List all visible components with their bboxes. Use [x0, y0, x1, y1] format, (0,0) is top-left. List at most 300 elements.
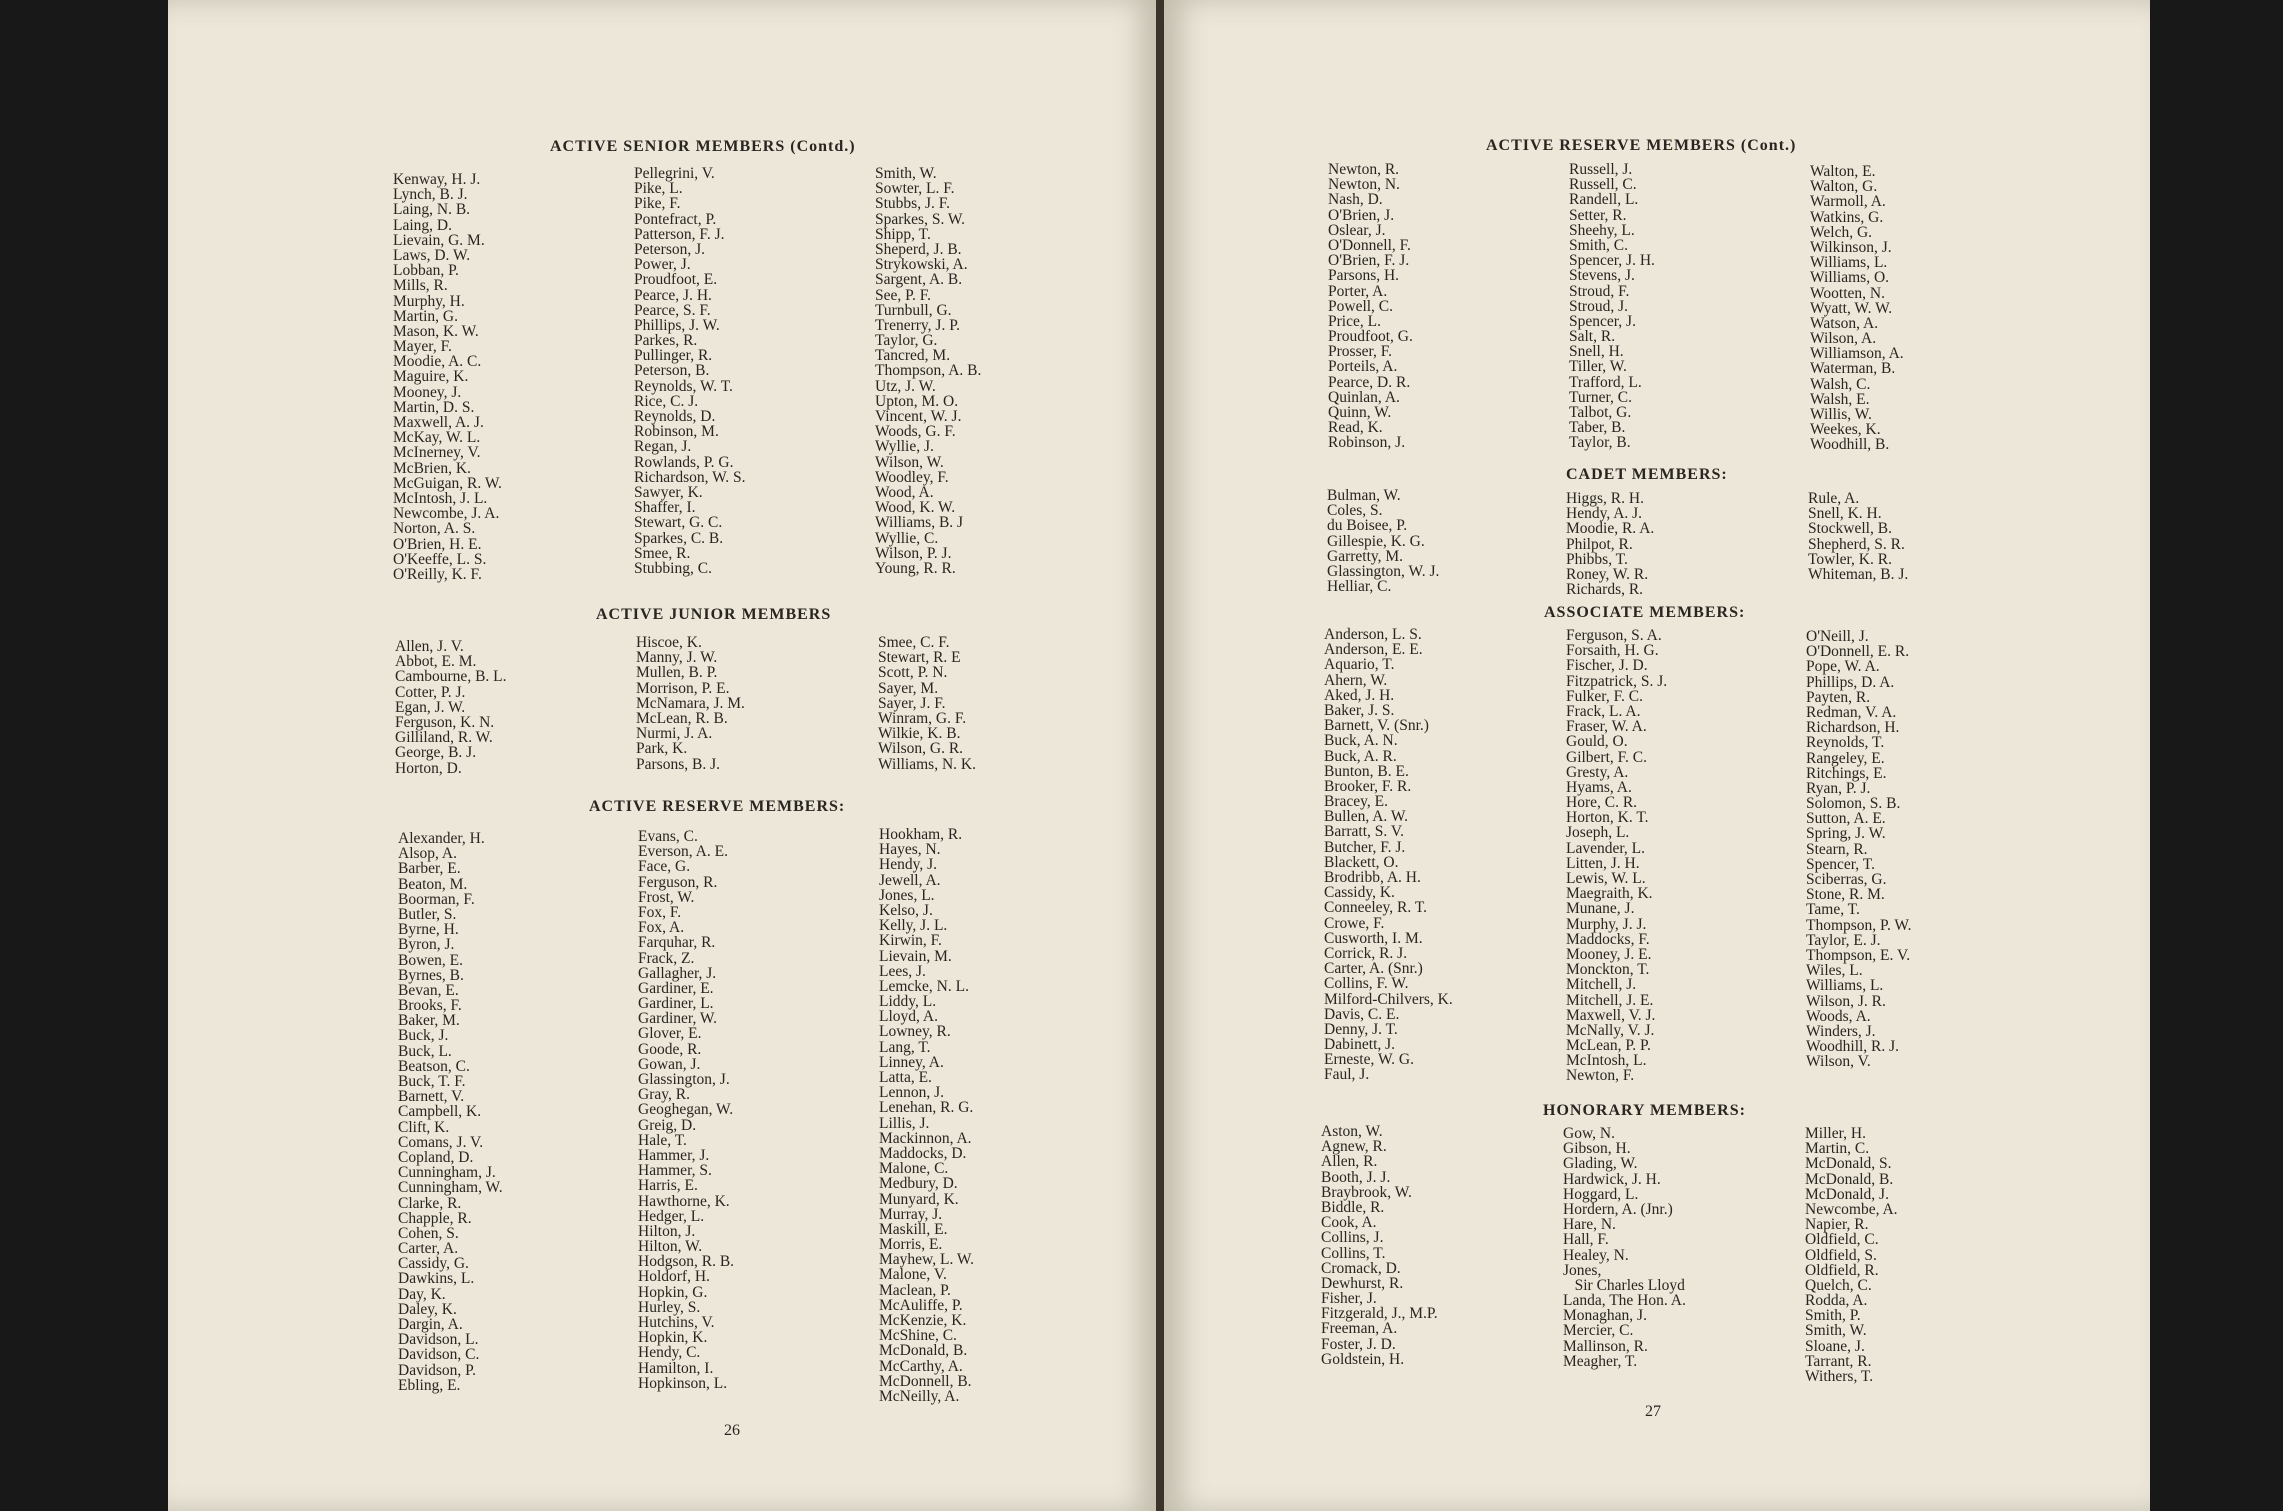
member-name: Copland, D. [398, 1148, 474, 1166]
member-name: Stevens, J. [1569, 267, 1635, 285]
member-name: Moodie, R. A. [1566, 520, 1655, 538]
member-name: Hutchins, V. [638, 1314, 715, 1331]
member-name: McDonald, S. [1805, 1155, 1892, 1173]
member-name: Bracey, E. [1324, 793, 1388, 811]
member-name: Nash, D. [1328, 191, 1383, 209]
member-name: Byron, J. [398, 936, 455, 954]
senior-members-heading: ACTIVE SENIOR MEMBERS (Contd.) [550, 138, 856, 155]
member-name: Cusworth, I. M. [1324, 929, 1423, 947]
member-name: Ebling, E. [398, 1376, 461, 1394]
member-name: Cohen, S. [398, 1224, 459, 1242]
member-name: Mercier, C. [1563, 1322, 1634, 1340]
member-name: McNamara, J. M. [636, 694, 745, 712]
member-name: Roney, W. R. [1566, 565, 1649, 583]
member-name: Hilton, W. [638, 1238, 703, 1256]
member-name: Murphy, J. J. [1566, 915, 1647, 933]
member-name: Stockwell, B. [1808, 520, 1892, 538]
member-name: Gresty, A. [1566, 763, 1629, 781]
member-name: Hookham, R. [879, 826, 963, 843]
member-name: Maegraith, K. [1566, 885, 1653, 903]
member-name: Medbury, D. [879, 1175, 958, 1193]
member-name: Davis, C. E. [1324, 1005, 1400, 1023]
member-name: Wyllie, C. [875, 529, 939, 547]
member-name: Hall, F. [1563, 1231, 1609, 1249]
reserve-cont-col-2 [1569, 162, 1655, 451]
member-name: Powell, C. [1328, 297, 1394, 315]
member-name: Aquario, T. [1324, 656, 1395, 674]
member-name: Sayer, J. F. [878, 694, 946, 712]
member-name: Foster, J. D. [1321, 1335, 1396, 1353]
member-name: O'Keeffe, L. S. [393, 550, 487, 568]
member-name: Joseph, L. [1566, 824, 1630, 842]
member-name: Geoghegan, W. [638, 1101, 734, 1119]
member-name: Woodhill, R. J. [1806, 1038, 1900, 1056]
member-name: Davidson, C. [398, 1346, 480, 1364]
member-name: Watson, A. [1810, 314, 1879, 332]
member-name: Faul, J. [1324, 1066, 1370, 1084]
member-name: Pellegrini, V. [634, 165, 715, 182]
reserve-cont-heading: ACTIVE RESERVE MEMBERS (Cont.) [1486, 137, 1797, 154]
member-name: Scott, P. N. [878, 664, 948, 682]
member-name: Ahern, W. [1324, 671, 1388, 689]
member-name: Russell, C. [1569, 176, 1637, 194]
member-name: Smith, P. [1805, 1307, 1861, 1325]
member-name: Barratt, S. V. [1324, 823, 1404, 841]
member-name: Baker, M. [398, 1012, 460, 1030]
member-name: Cunningham, J. [398, 1164, 496, 1182]
member-name: Martin, C. [1805, 1140, 1870, 1158]
member-name: Oldfield, C. [1805, 1231, 1879, 1249]
member-name: Lennon, J. [879, 1084, 945, 1102]
member-name: Payten, R. [1806, 688, 1871, 706]
member-name: Barnett, V. [398, 1088, 465, 1106]
member-name: Monaghan, J. [1563, 1307, 1647, 1325]
member-name: Norton, A. S. [393, 520, 476, 538]
member-name: Wyatt, W. W. [1810, 299, 1893, 317]
member-name: Martin, G. [393, 307, 459, 325]
member-name: Pike, L. [634, 180, 683, 198]
member-name: Dawkins, L. [398, 1270, 475, 1288]
member-name: Fox, A. [638, 919, 685, 937]
member-name: McBrien, K. [393, 459, 471, 477]
member-name: Kenway, H. J. [393, 171, 481, 188]
member-name: Alexander, H. [398, 830, 485, 847]
page-number-left: 26 [724, 1422, 740, 1439]
member-name: Manny, J. W. [636, 649, 718, 667]
member-name: Maskill, E. [879, 1220, 948, 1238]
member-name: Frack, L. A. [1566, 702, 1641, 720]
member-name: Gallagher, J. [638, 964, 717, 982]
member-name: Helliar, C. [1327, 578, 1392, 596]
member-name: Booth, J. J. [1321, 1168, 1391, 1186]
member-name: Mooney, J. [393, 383, 462, 401]
member-name: Fox, F. [638, 903, 682, 921]
member-name: Smith, C. [1569, 236, 1629, 254]
member-name: Shaffer, I. [634, 499, 696, 517]
member-name: Frack, Z. [638, 949, 695, 967]
honorary-col-3 [1805, 1126, 1898, 1384]
member-name: Maguire, K. [393, 368, 469, 386]
member-name: Bunton, B. E. [1324, 762, 1409, 780]
member-name: McIntosh, J. L. [393, 489, 488, 507]
member-name: Woodley, F. [875, 468, 949, 486]
member-name: Lewis, W. L. [1566, 870, 1646, 887]
cadet-col-1 [1327, 488, 1439, 594]
member-name: Shipp, T. [875, 225, 931, 243]
member-name: Smee, R. [634, 544, 691, 562]
member-name: McDonald, J. [1805, 1185, 1889, 1203]
member-name: Shepherd, S. R. [1808, 535, 1905, 553]
member-name: Davidson, P. [398, 1361, 476, 1379]
member-name: Hoggard, L. [1563, 1185, 1639, 1203]
member-name: McDonnell, B. [879, 1372, 972, 1390]
member-name: Morrison, P. E. [636, 679, 730, 697]
member-name: Wilson, V. [1806, 1053, 1871, 1071]
member-name: Sciberras, G. [1806, 871, 1887, 888]
member-name: Newton, N. [1328, 176, 1400, 194]
member-name: Gillespie, K. G. [1327, 532, 1425, 550]
member-name: O'Reilly, K. F. [393, 565, 482, 583]
member-name: Sowter, L. F. [875, 180, 955, 198]
member-name: Mayhew, L. W. [879, 1251, 974, 1269]
member-name: Robinson, M. [634, 423, 719, 441]
member-name: Rangeley, E. [1806, 749, 1885, 767]
member-name: Wiles, L. [1806, 962, 1863, 980]
member-name: O'Brien, J. [1328, 206, 1395, 224]
member-name: O'Brien, H. E. [393, 535, 482, 553]
member-name: Hurley, S. [638, 1298, 701, 1316]
member-name: Lievain, G. M. [393, 231, 485, 249]
member-name: Freeman, A. [1321, 1320, 1398, 1338]
member-name: Tiller, W. [1569, 358, 1627, 376]
junior-col-2 [636, 635, 745, 772]
member-name: Stubbs, J. F. [875, 195, 950, 213]
member-name: Ferguson, R. [638, 873, 718, 891]
member-name: Face, G. [638, 858, 691, 876]
member-name: Healey, N. [1563, 1246, 1629, 1264]
member-name: Maddocks, F. [1566, 930, 1650, 948]
honorary-col-1 [1321, 1124, 1438, 1367]
reserve-members-heading: ACTIVE RESERVE MEMBERS: [589, 798, 846, 815]
member-name: Boorman, F. [398, 890, 475, 908]
member-name: Hammer, S. [638, 1162, 712, 1180]
member-name: Byrnes, B. [398, 966, 464, 984]
member-name: Parsons, B. J. [636, 755, 720, 773]
member-name: Willis, W. [1810, 406, 1872, 423]
member-name: Stewart, R. E [878, 649, 961, 667]
member-name: Quelch, C. [1805, 1276, 1872, 1294]
member-name: Laing, D. [393, 216, 452, 234]
member-name: Regan, J. [634, 438, 692, 456]
member-name: Sparkes, S. W. [875, 210, 965, 228]
member-name: Murray, J. [879, 1205, 943, 1223]
reserve-col-1 [398, 831, 503, 1393]
member-name: Sayer, M. [878, 679, 939, 697]
member-name: Oslear, J. [1328, 221, 1386, 239]
cadet-members-heading: CADET MEMBERS: [1566, 466, 1728, 483]
member-name: Sloane, J. [1805, 1337, 1865, 1355]
member-name: Whiteman, B. J. [1808, 565, 1909, 583]
member-name: Aston, W. [1321, 1123, 1383, 1140]
member-name: Horton, K. T. [1566, 809, 1649, 827]
member-name: Lloyd, A. [879, 1008, 938, 1026]
member-name: Hore, C. R. [1566, 794, 1638, 812]
member-name: Smee, C. F. [878, 634, 950, 651]
member-name: Sawyer, K. [634, 483, 703, 501]
member-name: McLean, R. B. [636, 709, 728, 727]
member-name: Kelso, J. [879, 901, 933, 919]
member-name: Cunningham, W. [398, 1179, 503, 1197]
member-name: Lemcke, N. L. [879, 977, 969, 995]
member-name: Sparkes, C. B. [634, 529, 724, 547]
member-name: Parsons, H. [1328, 267, 1400, 285]
member-name: Mallinson, R. [1563, 1337, 1648, 1355]
reserve-cont-col-1 [1328, 162, 1413, 451]
member-name: Williams, L. [1810, 254, 1888, 272]
member-name: Gray, R. [638, 1086, 690, 1104]
member-name: Stone, R. M. [1806, 886, 1885, 904]
member-name: Hopkin, G. [638, 1283, 708, 1301]
member-name: McCarthy, A. [879, 1357, 963, 1375]
member-name: Glassington, W. J. [1327, 562, 1440, 580]
associate-col-3 [1806, 629, 1912, 1069]
member-name: Laws, D. W. [393, 246, 471, 264]
member-name: Beatson, C. [398, 1057, 470, 1075]
member-name: McKenzie, K. [879, 1312, 967, 1329]
member-name: Snell, H. [1569, 343, 1624, 361]
member-name: Miller, H. [1805, 1125, 1866, 1142]
member-name: Hammer, J. [638, 1146, 710, 1164]
member-name: Munane, J. [1566, 900, 1635, 918]
member-name: Williams, O. [1810, 269, 1890, 287]
member-name: Forsaith, H. G. [1566, 642, 1659, 660]
member-name: Hayes, N. [879, 841, 941, 859]
member-name: Buck, A. N. [1324, 732, 1398, 750]
member-name: Cotter, P. J. [395, 683, 466, 701]
member-name: Munyard, K. [879, 1190, 959, 1208]
member-name: Stroud, F. [1569, 282, 1630, 300]
member-name: Hedger, L. [638, 1207, 705, 1225]
member-name: George, B. J. [395, 744, 477, 762]
member-name: Hodgson, R. B. [638, 1253, 735, 1271]
member-name: Weekes, K. [1810, 421, 1881, 439]
member-name: Lobban, P. [393, 262, 459, 280]
member-name: Malone, C. [879, 1160, 949, 1178]
member-name: Goldstein, H. [1321, 1350, 1405, 1368]
member-name: Sheehy, L. [1569, 221, 1635, 239]
member-name: Meagher, T. [1563, 1352, 1638, 1370]
member-name: Woodhill, B. [1810, 436, 1890, 454]
member-name: Butler, S. [398, 905, 457, 923]
member-name: Smith, W. [875, 165, 937, 182]
member-name: Maxwell, V. J. [1566, 1006, 1656, 1024]
cadet-col-3 [1808, 491, 1908, 582]
member-name: Kirwin, F. [879, 932, 942, 950]
member-name: Upton, M. O. [875, 392, 959, 410]
member-name: Mackinnon, A. [879, 1129, 972, 1147]
member-name: Proudfoot, E. [634, 271, 718, 289]
member-name: Allen, R. [1321, 1153, 1378, 1171]
member-name: Thompson, E. V. [1806, 946, 1911, 964]
member-name: O'Donnell, F. [1328, 236, 1411, 254]
member-name: Jones, L. [879, 886, 935, 904]
member-name: Rule, A. [1808, 490, 1860, 507]
member-name: Hordern, A. (Jnr.) [1563, 1200, 1673, 1218]
member-name: Rowlands, P. G. [634, 453, 734, 471]
reserve-col-3 [879, 827, 974, 1404]
member-name: Wilson, J. R. [1806, 992, 1886, 1010]
member-name: Stewart, G. C. [634, 514, 723, 532]
member-name: Kelly, J. L. [879, 917, 948, 935]
member-name: Campbell, K. [398, 1103, 482, 1121]
member-name: Williams, L. [1806, 977, 1884, 995]
page-number-right: 27 [1645, 1403, 1661, 1420]
member-name: Sutton, A. E. [1806, 810, 1886, 828]
member-name: Byrne, H. [398, 921, 459, 939]
member-name: Proudfoot, G. [1328, 328, 1413, 346]
member-name: Taber, B. [1569, 419, 1626, 437]
member-name: Randell, L. [1569, 191, 1639, 209]
member-name: Taylor, B. [1569, 434, 1631, 452]
member-name: Newcombe, J. A. [393, 505, 500, 523]
member-name: Moodie, A. C. [393, 353, 482, 371]
junior-col-1 [395, 639, 507, 776]
member-name: Corrick, R. J. [1324, 944, 1408, 962]
member-name: Butcher, F. J. [1324, 838, 1406, 856]
member-name: Tancred, M. [875, 347, 951, 365]
member-name: Beaton, M. [398, 875, 468, 893]
member-name: Buck, T. F. [398, 1073, 466, 1090]
member-name: Harris, E. [638, 1177, 698, 1195]
member-name: Liddy, L. [879, 993, 937, 1011]
member-name: Crowe, F. [1324, 914, 1385, 932]
member-name: Ferguson, K. N. [395, 713, 495, 731]
member-name: Lillis, J. [879, 1114, 930, 1132]
member-name: Alsop, A. [398, 845, 457, 863]
member-name: Everson, A. E. [638, 843, 728, 861]
member-name: Brooker, F. R. [1324, 777, 1412, 795]
member-name: Morris, E. [879, 1236, 943, 1254]
member-name: Anderson, L. S. [1324, 626, 1422, 643]
senior-col-3 [875, 166, 981, 576]
member-name: McDonald, B. [1805, 1170, 1894, 1188]
member-name: Pontefract, P. [634, 210, 717, 228]
member-name: Young, R. R. [875, 559, 956, 577]
member-name: Turner, C. [1569, 388, 1632, 406]
member-name: Glassington, J. [638, 1071, 730, 1088]
member-name: Mills, R. [393, 277, 448, 295]
member-name: Hawthorne, K. [638, 1192, 730, 1210]
member-name: Holdorf, H. [638, 1268, 710, 1286]
member-name: Pearce, J. H. [634, 286, 712, 304]
member-name: Lievain, M. [879, 947, 952, 965]
member-name: Gibson, H. [1563, 1140, 1631, 1158]
member-name: Reynolds, W. T. [634, 377, 733, 395]
member-name: Lowney, R. [879, 1023, 951, 1041]
member-name: Oldfield, S. [1805, 1246, 1877, 1264]
member-name: Newton, R. [1328, 161, 1400, 178]
member-name: Gardiner, E. [638, 979, 714, 997]
honorary-members-heading: HONORARY MEMBERS: [1543, 1102, 1746, 1119]
member-name: McKay, W. L. [393, 429, 481, 447]
member-name: McGuigan, R. W. [393, 474, 502, 492]
cadet-col-2 [1566, 491, 1654, 597]
member-name: Mullen, B. P. [636, 664, 718, 682]
member-name: See, P. F. [875, 286, 932, 304]
member-name: Buck, J. [398, 1027, 449, 1045]
member-name: Fraser, W. A. [1566, 718, 1647, 736]
member-name: Collins, T. [1321, 1244, 1386, 1262]
member-name: Jones, [1563, 1261, 1602, 1279]
member-name: Bulman, W. [1327, 487, 1401, 504]
member-name: Erneste, W. G. [1324, 1051, 1414, 1069]
member-name: Fitzpatrick, S. J. [1566, 672, 1668, 690]
member-name: Phillips, J. W. [634, 316, 720, 334]
member-name: Dabinett, J. [1324, 1036, 1396, 1054]
member-name: Pullinger, R. [634, 347, 713, 365]
member-name: Williamson, A. [1810, 345, 1904, 363]
member-name: Phibbs, T. [1566, 550, 1628, 568]
member-name: Ryan, P. J. [1806, 779, 1871, 797]
member-name: Brodribb, A. H. [1324, 869, 1421, 886]
junior-col-3 [878, 635, 976, 772]
member-name: Landa, The Hon. A. [1563, 1292, 1686, 1310]
member-name: Sheperd, J. B. [875, 240, 962, 258]
member-name: Rodda, A. [1805, 1292, 1868, 1310]
member-name: Quinlan, A. [1328, 388, 1400, 406]
member-name: Linney, A. [879, 1053, 944, 1071]
member-name: Sir Charles Lloyd [1563, 1276, 1685, 1294]
member-name: Mason, K. W. [393, 322, 479, 340]
member-name: Bevan, E. [398, 981, 459, 999]
member-name: Malone, V. [879, 1266, 947, 1284]
member-name: Cambourne, B. L. [395, 668, 507, 686]
member-name: Stroud, J. [1569, 297, 1628, 315]
member-name: Collins, J. [1321, 1229, 1384, 1247]
member-name: McDonald, B. [879, 1342, 968, 1360]
member-name: Wyllie, J. [875, 438, 934, 456]
member-name: Trenerry, J. P. [875, 316, 960, 334]
member-name: Hamilton, I. [638, 1359, 714, 1377]
member-name: Wilkie, K. B. [878, 725, 961, 743]
member-name: Hendy, C. [638, 1344, 701, 1362]
honorary-col-2 [1563, 1126, 1686, 1369]
member-name: Watkins, G. [1810, 208, 1884, 226]
associate-col-1 [1324, 627, 1453, 1083]
member-name: Spencer, J. [1569, 312, 1636, 330]
member-name: Trafford, L. [1569, 373, 1642, 391]
member-name: Anderson, E. E. [1324, 641, 1423, 659]
member-name: Agnew, R. [1321, 1138, 1387, 1156]
member-name: Barnett, V. (Snr.) [1324, 717, 1429, 735]
member-name: Pearce, D. R. [1328, 373, 1411, 391]
member-name: Barber, E. [398, 860, 461, 878]
member-name: Allen, J. V. [395, 638, 464, 655]
member-name: Wilson, W. [875, 453, 944, 471]
member-name: Blackett, O. [1324, 853, 1399, 871]
member-name: Comans, J. V. [398, 1133, 484, 1151]
member-name: Brooks, F. [398, 997, 462, 1015]
member-name: Richards, R. [1566, 581, 1644, 599]
member-name: Fisher, J. [1321, 1290, 1377, 1308]
member-name: Hardwick, J. H. [1563, 1170, 1661, 1188]
member-name: Reynolds, T. [1806, 734, 1885, 752]
member-name: Walton, E. [1810, 163, 1876, 180]
member-name: Mooney, J. E. [1566, 945, 1652, 963]
member-name: Hale, T. [638, 1131, 687, 1149]
member-name: Hendy, A. J. [1566, 505, 1643, 523]
member-name: Litten, J. H. [1566, 854, 1640, 872]
